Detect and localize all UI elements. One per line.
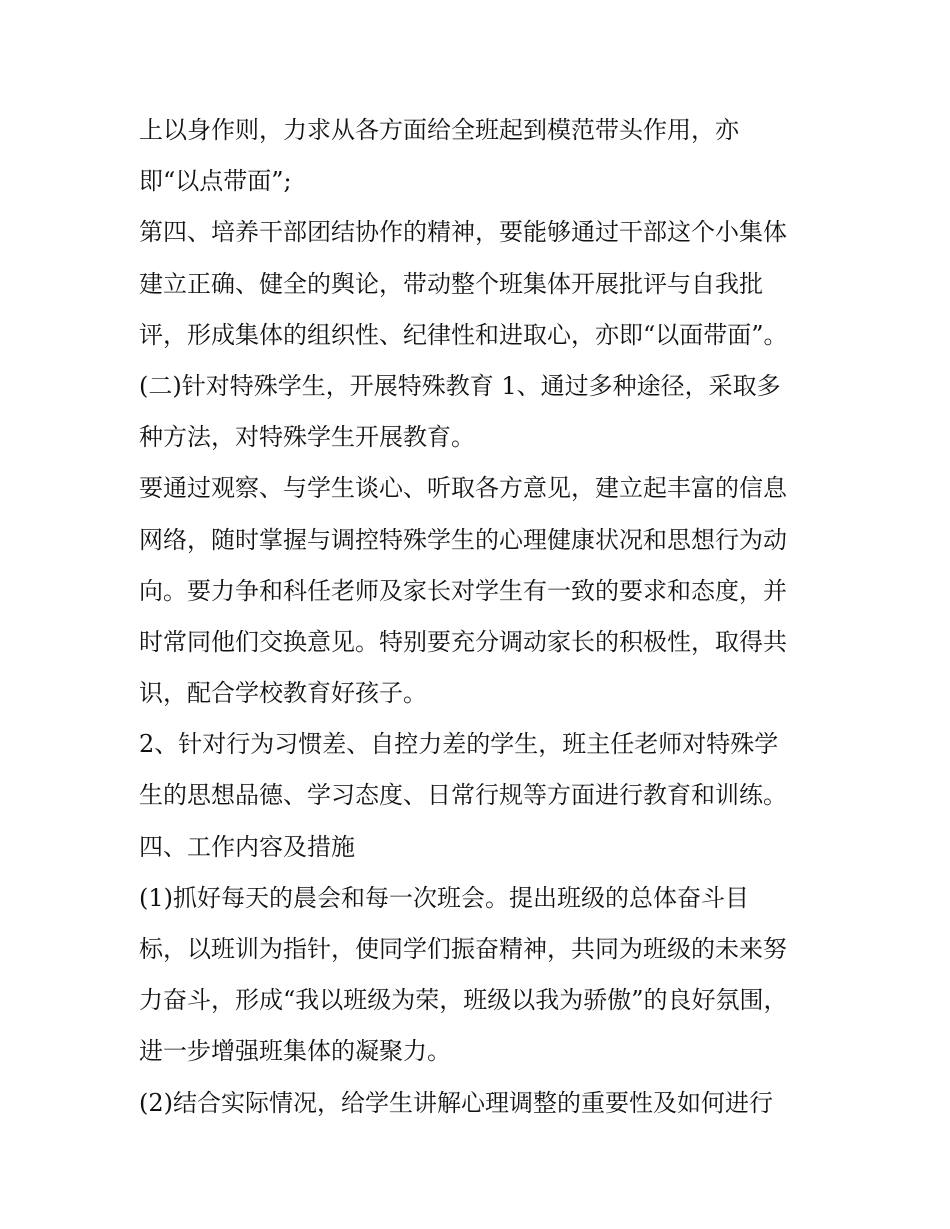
text-line: 向。要力争和科任老师及家长对学生有一致的要求和态度，并	[139, 576, 787, 605]
section-heading: 四、工作内容及措施	[139, 832, 355, 861]
text-line: 即“以点带面”;	[139, 167, 292, 196]
text-line: 种方法，对特殊学生开展教育。	[139, 423, 475, 452]
text-line: 要通过观察、与学生谈心、听取各方意见，建立起丰富的信息	[139, 474, 787, 503]
text-line: 第四、培养干部团结协作的精神，要能够通过干部这个小集体	[139, 218, 787, 247]
text-line: 标，以班训为指针，使同学们振奋精神，共同为班级的未来努	[139, 935, 787, 963]
text-line: 时常同他们交换意见。特别要充分调动家长的积极性，取得共	[139, 627, 787, 656]
text-line: 网络，随时掌握与调控特殊学生的心理健康状况和思想行为动	[139, 525, 787, 554]
text-line: 建立正确、健全的舆论，带动整个班集体开展批评与自我批	[139, 269, 763, 298]
text-line: (二)针对特殊学生，开展特殊教育 1、通过多种途径，采取多	[139, 371, 781, 400]
document-body	[139, 105, 839, 1129]
text-line: 上以身作则，力求从各方面给全班起到模范带头作用，亦	[139, 116, 739, 144]
text-line: 识，配合学校教育好孩子。	[139, 679, 427, 708]
text-line: 力奋斗，形成“我以班级为荣，班级以我为骄傲”的良好氛围，	[139, 986, 788, 1015]
text-line: 生的思想品德、学习态度、日常行规等方面进行教育和训练。	[139, 781, 787, 810]
text-line: (2)结合实际情况，给学生讲解心理调整的重要性及如何进行	[139, 1088, 773, 1117]
text-line: (1)抓好每天的晨会和每一次班会。提出班级的总体奋斗目	[139, 883, 749, 912]
text-line: 评，形成集体的组织性、纪律性和进取心，亦即“以面带面”。	[139, 320, 788, 349]
text-line: 2、针对行为习惯差、自控力差的学生，班主任老师对特殊学	[139, 730, 779, 759]
text-line: 进一步增强班集体的凝聚力。	[139, 1037, 451, 1066]
